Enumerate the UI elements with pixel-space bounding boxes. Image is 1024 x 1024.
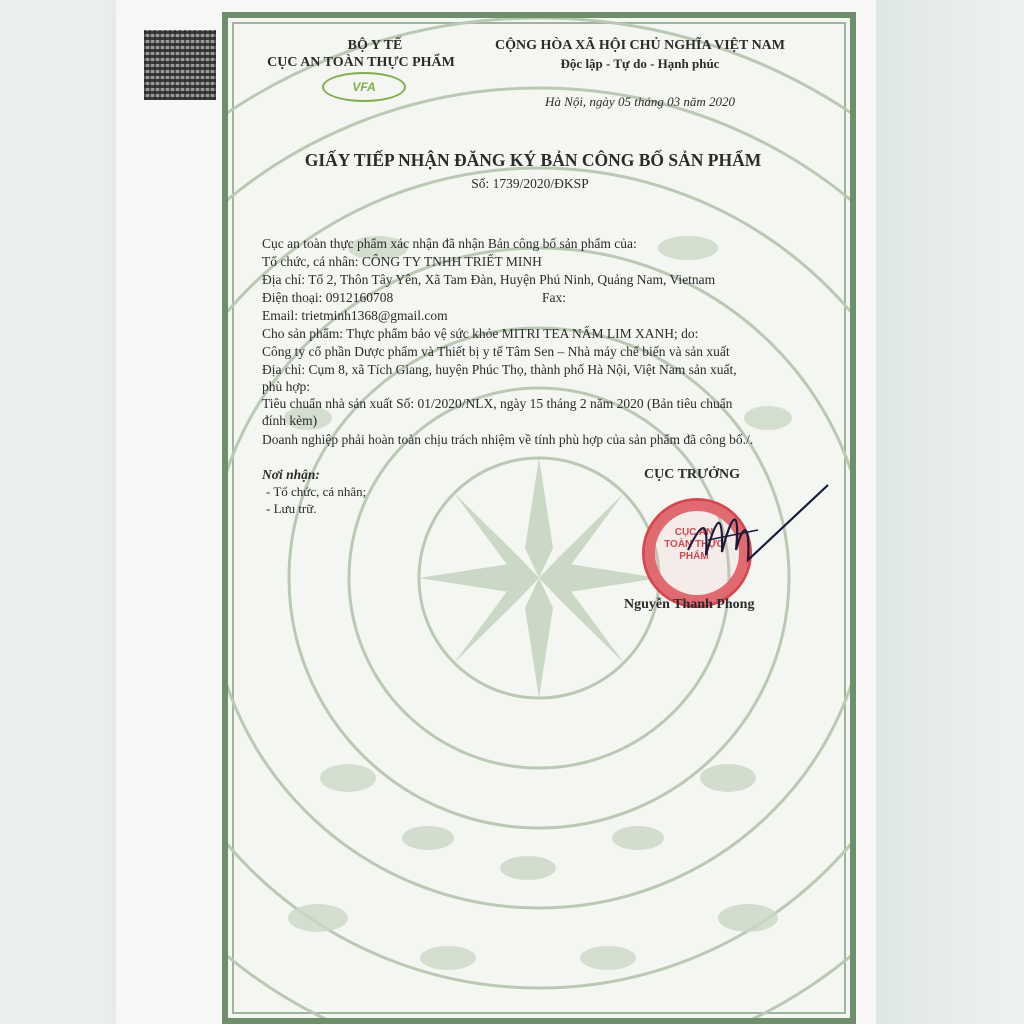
- standard-line-cont: đính kèm): [262, 413, 318, 428]
- country-name: CỘNG HÒA XÃ HỘI CHỦ NGHĨA VIỆT NAM: [494, 38, 785, 53]
- phone-line: Điện thoại: 0912160708: [262, 290, 394, 305]
- document-title: GIẤY TIẾP NHẬN ĐĂNG KÝ BẢN CÔNG BỐ SẢN PHẨM: [304, 150, 762, 170]
- vfa-logo: VFA: [322, 72, 406, 102]
- qr-code: [144, 30, 216, 100]
- manufacturer-address-line: Địa chỉ: Cụm 8, xã Tích Giang, huyện Phúc Thọ, thành phố Hà Nội, Việt Nam sản xuất,: [262, 362, 737, 377]
- recipient-item: - Lưu trữ.: [266, 501, 317, 516]
- body-intro: Cục an toàn thực phẩm xác nhận đã nhận Bản công bố sản phẩm của:: [262, 236, 637, 251]
- organization-line: Tổ chức, cá nhân: CÔNG TY TNHH TRIẾT MINH: [262, 254, 542, 269]
- standard-line: Tiêu chuẩn nhà sản xuất Số: 01/2020/NLX, ngày 15 tháng 2 năm 2020 (Bản tiêu chuẩn: [262, 396, 733, 411]
- responsibility-line: Doanh nghiệp phải hoàn toàn chịu trách nhiệm về tính phù hợp của sản phẩm đã công bố./.: [262, 432, 754, 447]
- manufacturer-address-cont: phù hợp:: [262, 379, 311, 394]
- ministry-name: BỘ Y TẾ: [347, 38, 403, 53]
- national-motto: Độc lập - Tự do - Hạnh phúc: [560, 56, 720, 71]
- background-wall: [876, 0, 1024, 1024]
- fax-line: Fax:: [542, 290, 567, 305]
- product-line: Cho sản phẩm: Thực phẩm bảo vệ sức khỏe MITRI TEA NẤM LIM XANH; do:: [262, 326, 699, 341]
- stamp-text: CỤC AN TOÀN THỰC PHẨM: [664, 527, 724, 562]
- manufacturer-line: Công ty cổ phần Dược phẩm và Thiết bị y tế Tâm Sen – Nhà máy chế biến và sản xuất: [262, 344, 730, 359]
- email-line: Email: trietminh1368@gmail.com: [262, 308, 448, 323]
- recipient-item: - Tổ chức, cá nhân;: [266, 484, 367, 499]
- signer-title: CỤC TRƯỞNG: [644, 467, 741, 482]
- issue-date: Hà Nội, ngày 05 tháng 03 năm 2020: [545, 94, 735, 109]
- document-number: Số: 1739/2020/ĐKSP: [471, 176, 589, 191]
- address-line: Địa chỉ: Tổ 2, Thôn Tây Yên, Xã Tam Đàn, Huyện Phú Ninh, Quảng Nam, Vietnam: [262, 272, 716, 287]
- department-name: CỤC AN TOÀN THỰC PHẨM: [267, 55, 455, 70]
- recipients-heading: Nơi nhận:: [262, 467, 320, 482]
- signature: [678, 480, 838, 590]
- signer-name: Nguyễn Thanh Phong: [624, 597, 755, 612]
